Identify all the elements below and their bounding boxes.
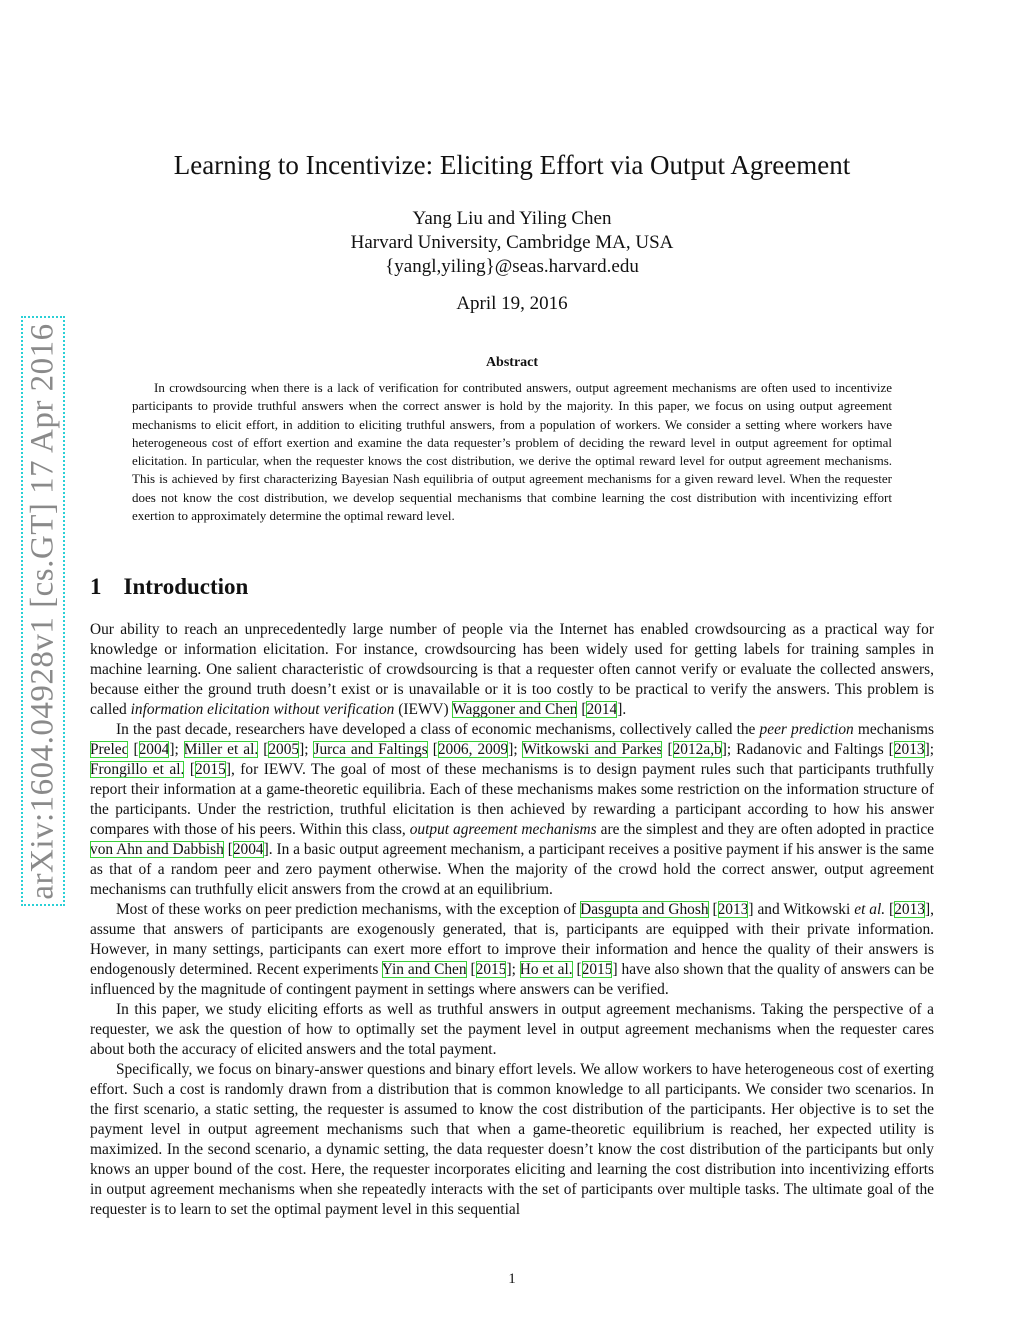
citation-year-link[interactable]: 2005 [268,741,300,758]
section-number: 1 [90,574,102,599]
text: ]; [508,741,523,758]
text: [ [427,741,438,758]
text: mechanisms [853,721,934,738]
citation-year-link[interactable]: 2013 [717,901,749,918]
section-body [90,620,934,1220]
text: [ [577,701,587,718]
citation-year-link[interactable]: 2015 [581,961,613,978]
text: ]. [617,701,627,718]
citation-year-link[interactable]: 2004 [232,841,264,858]
emphasis: output agreement mechanisms [409,821,597,838]
citation-year-link[interactable]: 2014 [586,701,618,718]
text: ]; [169,741,184,758]
page-number: 1 [508,1271,516,1287]
arxiv-stamp-text: arXiv:1604.04928v1 [cs.GT] 17 Apr 2016 [24,322,61,900]
emphasis: et al. [854,901,886,918]
text: ] and Witkowski [748,901,855,918]
text: [ [662,741,673,758]
section-title: Introduction [123,574,249,599]
citation-link[interactable]: von Ahn and Dabbish [90,841,224,858]
citation-link[interactable]: Witkowski and Parkes [522,741,663,758]
paragraph [90,900,934,1000]
text: ] have also shown that the quality of answers can be influenced by the magnitude of contingent payment in settings where answers can be verified. [90,961,934,998]
abstract [132,355,892,525]
author-email[interactable]: {yangl,yiling}@seas.harvard.edu [385,256,639,277]
emphasis: peer prediction [759,721,854,738]
citation-year-link[interactable]: 2013 [893,741,925,758]
citation-year-link[interactable]: 2015 [475,961,507,978]
citation-link[interactable]: Dasgupta and Ghosh [580,901,709,918]
text: [ [572,961,582,978]
paragraph: Specifically, we focus on binary-answer questions and binary effort levels. We allow workers to have heterogeneous cost of exerting effort. Such a cost is randomly drawn from a distribution that is common knowledge to all participants. We consider two scenarios. In the first scenario, a static setting, the requester is assumed to know the cost distribution of the participants. Her objective is to set the payment level in output agreement mechanisms such that when a game-theoretic equilibrium is reached, her expected utility is maximized. In the second scenario, a dynamic setting, the data requester doesn’t know the cost distribution of the participants but only knows an upper bound of the cost. Here, the requester incorporates eliciting and learning the cost distribution into incentivizing efforts in output agreement mechanisms when she repeatedly interacts with the set of participants over multiple tasks. The ultimate goal of the requester is to learn to set the optimal payment level in this sequential [90,1061,934,1218]
citation-link[interactable]: Jurca and Faltings [313,741,428,758]
citation-year-link[interactable]: 2012a,b [672,741,722,758]
author-names: Yang Liu and Yiling Chen [412,208,612,229]
paper-date: April 19, 2016 [456,293,568,314]
text: ]. In a basic output agreement mechanism, a participant receives a positive payment if his answer is the same as that of a random peer and zero payment otherwise. When the majority of the crowd hold the correct answer, output agreement mechanisms can truthfully elicit answers from the crowd at an equilibrium. [90,841,934,898]
paragraph [90,720,934,900]
text: [ [258,741,269,758]
citation-link[interactable]: Prelec [90,741,129,758]
text: [ [128,741,139,758]
abstract-text: In crowdsourcing when there is a lack of verification for contributed answers, output agreement mechanisms are often used to incentivize participants to provide truthful answers when the correct answer is hold by the majority. In this paper, we focus on using output agreement mechanisms to elicit effort, in addition to eliciting truthful answers, from a population of workers. We consider a setting where workers have heterogeneous cost of effort exertion and examine the data requester’s problem of deciding the reward level in output agreement for optimal elicitation. In particular, when the requester knows the cost distribution, we derive the optimal reward level for output agreement mechanisms. This is achieved by first characterizing Bayesian Nash equilibria of output agreement mechanisms for a given reward level. When the requester does not know the cost distribution, we develop sequential mechanisms that combine learning the cost distribution with incentivizing effort exertion to approximately determine the optimal reward level. [132,380,892,524]
text: [ [708,901,718,918]
emphasis: information elicitation without verification [130,701,395,718]
paper-title: Learning to Incentivize: Eliciting Effort via Output Agreement [173,150,851,180]
paragraph: In this paper, we study eliciting efforts as well as truthful answers in output agreement mechanisms. Taking the perspective of a requester, we ask the question of how to optimally set the payment level in output agreement mechanisms when the requester cares about both the accuracy of elicited answers and the total payment. [90,1001,934,1058]
text: [ [184,761,196,778]
text: [ [466,961,476,978]
text: Our ability to reach an unprecedentedly large number of people via the Internet has enabled crowdsourcing as a practical way for knowledge or information elicitation. For instance, crowdsourcing has been widely used for getting labels for training samples in machine learning. One salient characteristic of crowdsourcing is that a requester often cannot verify or evaluate the collected answers, because either the ground truth doesn’t exist or is unavailable or it is too costly to be practical to verify the answers. This problem is called [90,621,934,718]
text: [ [223,841,233,858]
text: (IEWV) [394,701,453,718]
citation-link[interactable]: Frongillo et al. [90,761,185,778]
citation-year-link[interactable]: 2004 [138,741,170,758]
paragraph [90,620,934,720]
text: ]; [924,741,934,758]
text: [ [885,901,895,918]
text: In the past decade, researchers have developed a class of economic mechanisms, collectively called the [116,721,760,738]
citation-year-link[interactable]: 2013 [894,901,925,918]
text: ], for IEWV. The goal of most of these mechanisms is to design payment rules such that participants truthfully report their information at a game-theoretic equilibria. Each of these mechanisms makes some restriction on the information structure of the participants. Under the restriction, truthful elicitation is then achieved by rewarding a participant according to how his answer compares with those of his peers. Within this class, [90,761,934,838]
citation-link[interactable]: Miller et al. [183,741,259,758]
citation-link[interactable]: Ho et al. [519,961,573,978]
text: ]; Radanovic and Faltings [ [721,741,894,758]
author-block [0,207,1024,279]
citation-year-link[interactable]: 2006, 2009 [437,741,509,758]
section-heading [90,574,248,600]
text: are the simplest and they are often adopted in practice [596,821,935,838]
arxiv-stamp[interactable] [21,316,65,906]
citation-year-link[interactable]: 2015 [195,761,226,778]
citation-link[interactable]: Waggoner and Chen [452,701,578,718]
abstract-heading: Abstract [485,355,539,370]
text: ], assume that answers of participants are exogenously generated, that is, participants are equipped with their private information. However, in many settings, participants can exert more effort to improve their information and hence the quality of their answers is endogenously determined. Recent experiments [90,901,934,978]
text: ]; [299,741,314,758]
text: ]; [506,961,520,978]
text: Most of these works on peer prediction mechanisms, with the exception of [116,901,581,918]
citation-link[interactable]: Yin and Chen [381,961,467,978]
author-affiliation: Harvard University, Cambridge MA, USA [350,232,674,253]
